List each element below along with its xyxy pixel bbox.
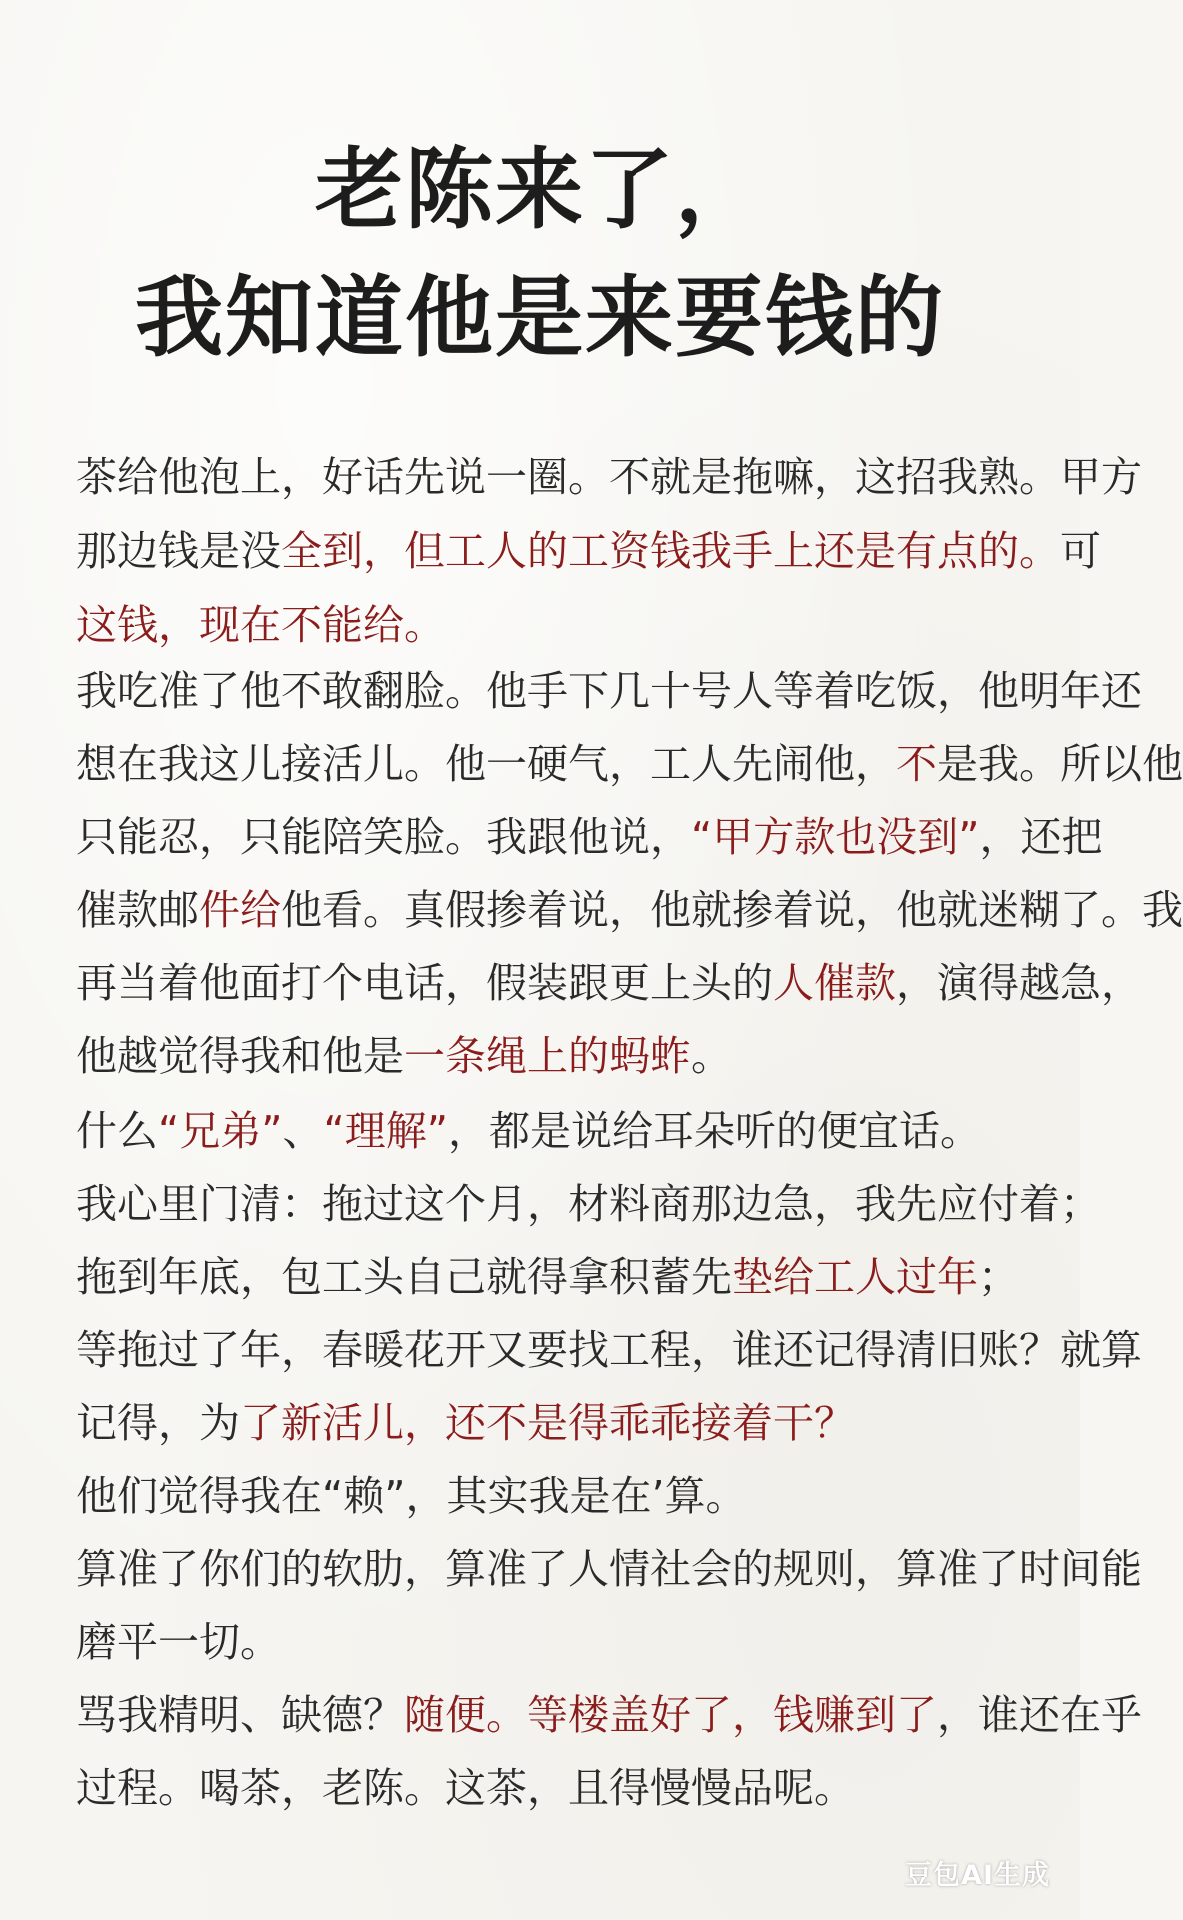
text-line [76, 1020, 1016, 1093]
text-line [76, 1387, 1016, 1460]
highlighted-text: “理解” [323, 1107, 448, 1155]
body-text: 可 [1060, 527, 1101, 575]
ai-watermark: 豆包AI生成 [905, 1860, 1050, 1891]
paragraph-2 [76, 655, 1183, 1093]
body-text: 、 [282, 1107, 324, 1155]
text-line [76, 1752, 1016, 1825]
page-title [0, 125, 1080, 381]
text-line [76, 1533, 1142, 1606]
body-text: 记得，为 [76, 1399, 240, 1447]
text-line [76, 1679, 1142, 1752]
highlighted-text: “甲方款也没到” [691, 813, 980, 861]
body-text: 我心里门清：拖过这个月，材料商那边急，我先应付着； [76, 1180, 1101, 1228]
body-text: ，演得越急， [896, 959, 1142, 1007]
body-text: 磨平一切。 [76, 1618, 281, 1666]
text-line [76, 514, 1101, 588]
title-line-2: 我知道他是来要钱的 [134, 265, 945, 369]
highlighted-text: “兄弟” [158, 1107, 283, 1155]
highlighted-text: 件给 [199, 886, 281, 934]
body-text: ，还把 [979, 813, 1103, 861]
highlighted-text: 人催款 [773, 959, 896, 1007]
highlighted-text: 这钱，现在不能给。 [76, 601, 445, 649]
text-line [76, 801, 1103, 874]
text-line [76, 1314, 1142, 1387]
body-text: 等拖过了年，春暖花开又要找工程，谁还记得清旧账？就算 [76, 1326, 1142, 1374]
paragraph-1 [76, 440, 1142, 662]
body-text: 那边钱是没 [76, 527, 281, 575]
body-text: 是我。所以他 [937, 740, 1183, 788]
body-text: ，谁还在乎 [937, 1691, 1142, 1739]
body-text: 过程。喝茶，老陈。这茶，且得慢慢品呢。 [76, 1764, 855, 1812]
body-text: ； [978, 1253, 1019, 1301]
body-text: 想在我这儿接活儿。他一硬气，工人先闹他， [76, 740, 896, 788]
text-line [76, 728, 1183, 801]
body-text: 算准了你们的软肋，算准了人情社会的规则，算准了时间能 [76, 1545, 1142, 1593]
text-line [76, 874, 1183, 947]
body-text: 拖到年底，包工头自己就得拿积蓄先 [76, 1253, 732, 1301]
text-line [76, 1241, 1019, 1314]
text-line [76, 1168, 1101, 1241]
body-text: 催款邮 [76, 886, 199, 934]
body-text: 他越觉得我和他是 [76, 1032, 404, 1080]
body-text: 骂我精明、缺德？ [76, 1691, 404, 1739]
text-line [76, 440, 1142, 514]
highlighted-text: 了新活儿，还不是得乖乖接着干？ [240, 1399, 855, 1447]
body-text: 只能忍，只能陪笑脸。我跟他说， [76, 813, 691, 861]
body-text: 茶给他泡上，好话先说一圈。不就是拖嘛，这招我熟。甲方 [76, 453, 1142, 501]
body-text: 我吃准了他不敢翻脸。他手下几十号人等着吃饭，他明年还 [76, 667, 1142, 715]
highlighted-text: 全到，但工人的工资钱我手上还是有点的。 [281, 527, 1060, 575]
highlighted-text: 随便。等楼盖好了，钱赚到了 [404, 1691, 937, 1739]
text-line [76, 1606, 1016, 1679]
body-text: 什么 [76, 1107, 158, 1155]
body-text: ，都是说给耳朵听的便宜话。 [447, 1107, 981, 1155]
text-line [76, 947, 1142, 1020]
body-text: 。 [691, 1032, 732, 1080]
title-line-1: 老陈来了， [314, 137, 765, 241]
highlighted-text: 一条绳上的蚂蚱 [404, 1032, 691, 1080]
paragraph-3 [76, 1095, 1142, 1825]
body-text: 再当着他面打个电话，假装跟更上头的 [76, 959, 773, 1007]
text-line [76, 655, 1142, 728]
body-text: 他看。真假掺着说，他就掺着说，他就迷糊了。我 [281, 886, 1183, 934]
text-line [76, 588, 1016, 662]
body-text: 他们觉得我在“赖”，其实我是在’算。 [76, 1472, 747, 1520]
text-line [76, 1095, 1016, 1168]
text-line [76, 1460, 1016, 1533]
highlighted-text: 不 [896, 740, 937, 788]
highlighted-text: 垫给工人过年 [732, 1253, 978, 1301]
